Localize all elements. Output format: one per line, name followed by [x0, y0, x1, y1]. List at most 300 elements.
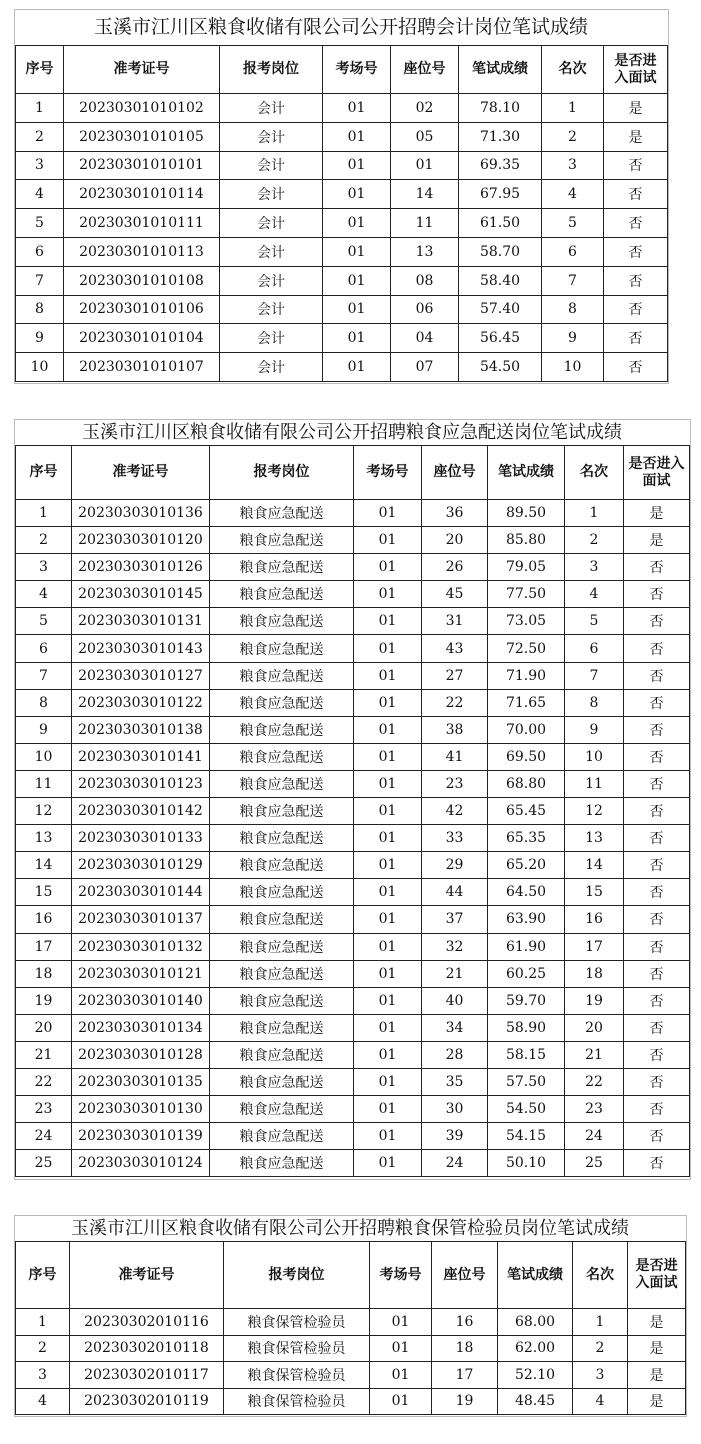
table-cell: 23: [565, 1096, 624, 1123]
table-cell: 01: [354, 1068, 422, 1095]
table-cell: 20230303010132: [72, 933, 210, 960]
table-row: [16, 527, 690, 554]
table-cell: 20230303010122: [72, 689, 210, 716]
table-cell: 01: [323, 324, 391, 353]
table-cell: 粮食应急配送: [210, 1150, 354, 1177]
table-cell: 20230301010114: [64, 180, 220, 209]
table-cell: 4: [16, 1388, 70, 1415]
table-cell: 01: [354, 581, 422, 608]
header-row: [16, 1242, 686, 1309]
table-cell: 粮食应急配送: [210, 716, 354, 743]
table-row: [16, 1096, 690, 1123]
table-cell: 58.70: [459, 237, 542, 266]
table-cell: 6: [16, 237, 64, 266]
table-cell: 否: [604, 151, 668, 180]
table-cell: 20230301010107: [64, 353, 220, 382]
table-cell: 粮食应急配送: [210, 608, 354, 635]
table-cell: 23: [16, 1096, 72, 1123]
table-cell: 20230303010144: [72, 879, 210, 906]
table-cell: 73.05: [488, 608, 565, 635]
table-cell: 24: [422, 1150, 488, 1177]
table-cell: 4: [16, 180, 64, 209]
column-header: 序号: [16, 1242, 70, 1309]
table-cell: 13: [391, 237, 459, 266]
table-cell: 58.90: [488, 1014, 565, 1041]
table-cell: 63.90: [488, 906, 565, 933]
table-cell: 01: [354, 798, 422, 825]
table-row: [16, 94, 668, 123]
table-cell: 6: [16, 635, 72, 662]
table-cell: 01: [354, 1150, 422, 1177]
column-header: 名次: [565, 446, 624, 500]
column-header: 座位号: [422, 446, 488, 500]
table-cell: 否: [624, 987, 690, 1014]
table-cell: 20230303010137: [72, 906, 210, 933]
table-cell: 8: [542, 295, 604, 324]
table-cell: 02: [391, 94, 459, 123]
table-row: [16, 635, 690, 662]
table-title: 玉溪市江川区粮食收储有限公司公开招聘粮食应急配送岗位笔试成绩: [82, 422, 622, 443]
table-cell: 20230301010106: [64, 295, 220, 324]
table-cell: 19: [16, 987, 72, 1014]
table-cell: 20: [422, 527, 488, 554]
table-cell: 01: [370, 1335, 432, 1362]
table-cell: 20230303010120: [72, 527, 210, 554]
table-cell: 否: [624, 689, 690, 716]
table-cell: 16: [565, 906, 624, 933]
table-cell: 5: [542, 209, 604, 238]
table-cell: 60.25: [488, 960, 565, 987]
table-cell: 20230303010123: [72, 770, 210, 797]
score-table: [15, 1241, 686, 1415]
table-row: [16, 608, 690, 635]
table-cell: 1: [16, 500, 72, 527]
table-cell: 61.90: [488, 933, 565, 960]
table-cell: 01: [354, 1096, 422, 1123]
column-header: 笔试成绩: [498, 1242, 573, 1309]
table-cell: 20230303010129: [72, 852, 210, 879]
table-cell: 11: [391, 209, 459, 238]
table-cell: 26: [422, 554, 488, 581]
table-cell: 01: [354, 608, 422, 635]
table-cell: 01: [354, 906, 422, 933]
table-cell: 会计: [220, 324, 323, 353]
table-cell: 38: [422, 716, 488, 743]
table-row: [16, 1335, 686, 1362]
table-cell: 4: [565, 581, 624, 608]
table-cell: 20230303010131: [72, 608, 210, 635]
table-cell: 粮食应急配送: [210, 798, 354, 825]
table-cell: 79.05: [488, 554, 565, 581]
table-cell: 40: [422, 987, 488, 1014]
column-header: 笔试成绩: [488, 446, 565, 500]
table-cell: 20230303010121: [72, 960, 210, 987]
table-cell: 17: [16, 933, 72, 960]
table-cell: 64.50: [488, 879, 565, 906]
table-cell: 会计: [220, 353, 323, 382]
table-cell: 粮食应急配送: [210, 879, 354, 906]
table-cell: 43: [422, 635, 488, 662]
table-cell: 粮食应急配送: [210, 689, 354, 716]
table-cell: 39: [422, 1123, 488, 1150]
column-header: 是否进入面试: [604, 46, 668, 94]
score-table-block: [15, 10, 667, 382]
table-cell: 57.40: [459, 295, 542, 324]
table-cell: 20230303010139: [72, 1123, 210, 1150]
table-row: [16, 266, 668, 295]
table-cell: 20230303010143: [72, 635, 210, 662]
table-row: [16, 798, 690, 825]
table-cell: 9: [16, 324, 64, 353]
table-cell: 33: [422, 825, 488, 852]
table-cell: 01: [354, 500, 422, 527]
table-cell: 否: [604, 324, 668, 353]
table-cell: 6: [565, 635, 624, 662]
table-cell: 否: [624, 798, 690, 825]
table-cell: 2: [16, 1335, 70, 1362]
table-cell: 20230303010140: [72, 987, 210, 1014]
table-cell: 57.50: [488, 1068, 565, 1095]
table-cell: 17: [432, 1362, 498, 1389]
table-cell: 20230303010136: [72, 500, 210, 527]
score-table: [15, 45, 668, 382]
table-row: [16, 151, 668, 180]
table-cell: 是: [624, 527, 690, 554]
table-cell: 01: [354, 852, 422, 879]
table-cell: 否: [624, 1068, 690, 1095]
table-row: [16, 500, 690, 527]
column-header: 序号: [16, 446, 72, 500]
table-cell: 8: [16, 295, 64, 324]
table-cell: 9: [565, 716, 624, 743]
table-cell: 89.50: [488, 500, 565, 527]
table-cell: 20230301010101: [64, 151, 220, 180]
table-cell: 否: [624, 933, 690, 960]
column-header: 是否进入面试: [628, 1242, 686, 1309]
table-cell: 粮食保管检验员: [224, 1362, 370, 1389]
table-cell: 粮食应急配送: [210, 1014, 354, 1041]
table-cell: 01: [323, 151, 391, 180]
column-header: 准考证号: [64, 46, 220, 94]
table-row: [16, 689, 690, 716]
table-cell: 25: [565, 1150, 624, 1177]
table-cell: 20230301010108: [64, 266, 220, 295]
table-cell: 会计: [220, 94, 323, 123]
table-cell: 3: [16, 1362, 70, 1389]
table-cell: 01: [323, 94, 391, 123]
table-cell: 68.80: [488, 770, 565, 797]
table-cell: 否: [624, 825, 690, 852]
table-row: [16, 209, 668, 238]
table-cell: 否: [624, 554, 690, 581]
table-cell: 8: [16, 689, 72, 716]
table-cell: 29: [422, 852, 488, 879]
table-cell: 01: [370, 1388, 432, 1415]
table-row: [16, 743, 690, 770]
table-cell: 否: [624, 581, 690, 608]
table-cell: 34: [422, 1014, 488, 1041]
column-header: 考场号: [323, 46, 391, 94]
table-cell: 会计: [220, 209, 323, 238]
table-cell: 20230303010145: [72, 581, 210, 608]
table-cell: 72.50: [488, 635, 565, 662]
table-cell: 01: [323, 209, 391, 238]
table-cell: 42: [422, 798, 488, 825]
table-cell: 52.10: [498, 1362, 573, 1389]
table-row: [16, 716, 690, 743]
table-cell: 6: [542, 237, 604, 266]
table-cell: 否: [624, 635, 690, 662]
score-table: [15, 445, 690, 1177]
table-cell: 71.30: [459, 122, 542, 151]
table-row: [16, 581, 690, 608]
table-cell: 15: [16, 879, 72, 906]
score-table-block: [15, 1216, 685, 1415]
table-cell: 01: [323, 295, 391, 324]
table-cell: 1: [565, 500, 624, 527]
table-cell: 70.00: [488, 716, 565, 743]
table-cell: 20230303010127: [72, 662, 210, 689]
table-row: [16, 1388, 686, 1415]
table-cell: 2: [565, 527, 624, 554]
table-cell: 12: [565, 798, 624, 825]
table-cell: 2: [573, 1335, 628, 1362]
table-cell: 24: [16, 1123, 72, 1150]
table-cell: 否: [624, 716, 690, 743]
table-cell: 否: [604, 237, 668, 266]
table-cell: 58.40: [459, 266, 542, 295]
table-cell: 28: [422, 1041, 488, 1068]
table-cell: 会计: [220, 180, 323, 209]
table-cell: 3: [16, 554, 72, 581]
table-cell: 粮食应急配送: [210, 1123, 354, 1150]
table-cell: 01: [370, 1362, 432, 1389]
table-cell: 13: [565, 825, 624, 852]
column-header: 名次: [542, 46, 604, 94]
table-cell: 否: [624, 906, 690, 933]
table-cell: 粮食应急配送: [210, 960, 354, 987]
table-cell: 20230303010134: [72, 1014, 210, 1041]
table-cell: 4: [542, 180, 604, 209]
table-cell: 20230303010135: [72, 1068, 210, 1095]
table-cell: 01: [354, 635, 422, 662]
table-cell: 24: [565, 1123, 624, 1150]
table-row: [16, 554, 690, 581]
table-cell: 01: [354, 662, 422, 689]
table-cell: 2: [16, 122, 64, 151]
table-cell: 05: [391, 122, 459, 151]
table-cell: 01: [354, 716, 422, 743]
table-title: 玉溪市江川区粮食收储有限公司公开招聘粮食保管检验员岗位笔试成绩: [71, 1218, 629, 1239]
table-cell: 粮食应急配送: [210, 554, 354, 581]
table-cell: 7: [542, 266, 604, 295]
table-cell: 16: [16, 906, 72, 933]
table-cell: 2: [542, 122, 604, 151]
table-cell: 9: [542, 324, 604, 353]
table-row: [16, 1014, 690, 1041]
table-cell: 粮食应急配送: [210, 662, 354, 689]
table-cell: 20230301010104: [64, 324, 220, 353]
score-table-block: [15, 420, 689, 1177]
table-row: [16, 180, 668, 209]
table-cell: 01: [354, 933, 422, 960]
table-cell: 20230302010119: [70, 1388, 224, 1415]
table-cell: 粮食应急配送: [210, 852, 354, 879]
table-cell: 20230303010142: [72, 798, 210, 825]
table-cell: 2: [16, 527, 72, 554]
column-header: 名次: [573, 1242, 628, 1309]
table-cell: 16: [432, 1309, 498, 1336]
table-cell: 会计: [220, 295, 323, 324]
table-cell: 19: [432, 1388, 498, 1415]
table-cell: 5: [16, 608, 72, 635]
table-cell: 32: [422, 933, 488, 960]
table-cell: 否: [624, 1123, 690, 1150]
table-row: [16, 960, 690, 987]
table-cell: 17: [565, 933, 624, 960]
table-row: [16, 1123, 690, 1150]
table-cell: 否: [604, 295, 668, 324]
table-cell: 54.50: [459, 353, 542, 382]
table-cell: 粮食应急配送: [210, 1041, 354, 1068]
table-cell: 19: [565, 987, 624, 1014]
table-cell: 20230302010118: [70, 1335, 224, 1362]
table-cell: 27: [422, 662, 488, 689]
table-cell: 08: [391, 266, 459, 295]
column-header: 序号: [16, 46, 64, 94]
table-cell: 会计: [220, 266, 323, 295]
table-cell: 会计: [220, 151, 323, 180]
column-header: 准考证号: [72, 446, 210, 500]
table-title: 玉溪市江川区粮食收储有限公司公开招聘会计岗位笔试成绩: [93, 16, 588, 38]
table-cell: 71.65: [488, 689, 565, 716]
table-cell: 45: [422, 581, 488, 608]
table-cell: 3: [565, 554, 624, 581]
table-row: [16, 1041, 690, 1068]
table-cell: 否: [624, 879, 690, 906]
table-cell: 20230303010124: [72, 1150, 210, 1177]
table-cell: 1: [16, 94, 64, 123]
table-row: [16, 906, 690, 933]
table-cell: 否: [624, 743, 690, 770]
table-cell: 48.45: [498, 1388, 573, 1415]
table-cell: 31: [422, 608, 488, 635]
table-cell: 54.50: [488, 1096, 565, 1123]
column-header: 笔试成绩: [459, 46, 542, 94]
table-cell: 是: [628, 1335, 686, 1362]
table-cell: 23: [422, 770, 488, 797]
table-cell: 会计: [220, 122, 323, 151]
table-row: [16, 1362, 686, 1389]
table-cell: 粮食应急配送: [210, 581, 354, 608]
table-cell: 62.00: [498, 1335, 573, 1362]
table-cell: 56.45: [459, 324, 542, 353]
table-cell: 25: [16, 1150, 72, 1177]
table-cell: 01: [370, 1309, 432, 1336]
table-cell: 20230303010126: [72, 554, 210, 581]
table-cell: 01: [354, 743, 422, 770]
table-cell: 20230301010105: [64, 122, 220, 151]
table-cell: 22: [422, 689, 488, 716]
column-header: 座位号: [432, 1242, 498, 1309]
table-row: [16, 237, 668, 266]
table-cell: 粮食应急配送: [210, 933, 354, 960]
table-cell: 粮食应急配送: [210, 743, 354, 770]
table-cell: 01: [323, 122, 391, 151]
table-row: [16, 825, 690, 852]
table-cell: 11: [16, 770, 72, 797]
table-cell: 30: [422, 1096, 488, 1123]
table-row: [16, 353, 668, 382]
table-cell: 21: [16, 1041, 72, 1068]
table-cell: 否: [624, 662, 690, 689]
table-cell: 否: [624, 1150, 690, 1177]
table-cell: 37: [422, 906, 488, 933]
table-cell: 否: [624, 770, 690, 797]
table-cell: 否: [624, 608, 690, 635]
table-cell: 14: [16, 852, 72, 879]
table-cell: 59.70: [488, 987, 565, 1014]
table-cell: 7: [16, 266, 64, 295]
table-cell: 35: [422, 1068, 488, 1095]
table-row: [16, 662, 690, 689]
table-cell: 50.10: [488, 1150, 565, 1177]
table-cell: 5: [16, 209, 64, 238]
column-header: 考场号: [354, 446, 422, 500]
table-row: [16, 1150, 690, 1177]
table-cell: 20230302010116: [70, 1309, 224, 1336]
table-cell: 粮食应急配送: [210, 1096, 354, 1123]
table-cell: 粮食应急配送: [210, 825, 354, 852]
column-header: 准考证号: [70, 1242, 224, 1309]
table-cell: 65.45: [488, 798, 565, 825]
table-cell: 1: [542, 94, 604, 123]
table-cell: 20230301010102: [64, 94, 220, 123]
table-cell: 粮食应急配送: [210, 1068, 354, 1095]
table-cell: 是: [628, 1309, 686, 1336]
table-cell: 粮食保管检验员: [224, 1309, 370, 1336]
table-cell: 是: [604, 122, 668, 151]
table-cell: 12: [16, 798, 72, 825]
table-cell: 01: [354, 689, 422, 716]
table-row: [16, 122, 668, 151]
table-cell: 会计: [220, 237, 323, 266]
table-cell: 否: [604, 209, 668, 238]
table-cell: 65.35: [488, 825, 565, 852]
table-cell: 04: [391, 324, 459, 353]
table-cell: 否: [624, 1041, 690, 1068]
table-cell: 01: [354, 554, 422, 581]
column-header: 是否进入面试: [624, 446, 690, 500]
table-cell: 否: [624, 1096, 690, 1123]
table-row: [16, 324, 668, 353]
table-cell: 10: [16, 353, 64, 382]
column-header: 座位号: [391, 46, 459, 94]
table-cell: 01: [354, 987, 422, 1014]
table-cell: 否: [604, 266, 668, 295]
table-cell: 否: [604, 180, 668, 209]
table-row: [16, 987, 690, 1014]
table-cell: 1: [16, 1309, 70, 1336]
table-cell: 18: [565, 960, 624, 987]
table-row: [16, 933, 690, 960]
table-cell: 21: [565, 1041, 624, 1068]
table-cell: 9: [16, 716, 72, 743]
header-row: [16, 446, 690, 500]
table-cell: 01: [354, 825, 422, 852]
table-cell: 69.50: [488, 743, 565, 770]
table-cell: 58.15: [488, 1041, 565, 1068]
